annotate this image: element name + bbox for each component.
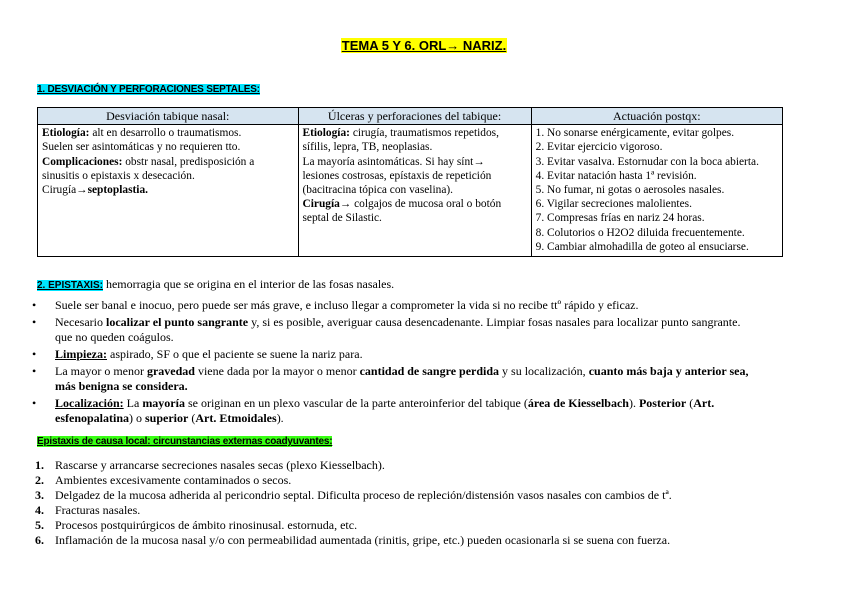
- bullet-text: (: [188, 411, 196, 425]
- bullet-icon: •: [32, 396, 37, 410]
- bullet-bold: cantidad de sangre perdida: [359, 364, 500, 378]
- list-number: 4.: [35, 503, 44, 517]
- bullet-bold: localizar el punto sangrante: [105, 315, 249, 329]
- list-item: [28, 518, 798, 533]
- list-text: Rascarse y arrancarse secreciones nasales secas (plexo Kiesselbach).: [55, 458, 385, 472]
- bullet-bold: superior: [145, 411, 189, 425]
- list-item: [28, 347, 798, 362]
- section-heading-septal: [37, 84, 260, 95]
- table-header-actuacion: Actuación postqx:: [531, 108, 782, 125]
- cirugia-label: Cirugía→: [42, 184, 88, 197]
- bullet-bold: esfenopalatina: [55, 411, 130, 425]
- list-item: [28, 488, 798, 503]
- ulceras-cell: [298, 125, 531, 257]
- bullet-text: (: [686, 396, 694, 410]
- limpieza-label: Limpieza:: [55, 347, 107, 361]
- list-item: [28, 503, 798, 518]
- ulceras-cirugia: [303, 197, 527, 211]
- bullet-text: La mayor o menor: [55, 364, 147, 378]
- desviacion-complicaciones: [42, 155, 294, 169]
- section-heading-epistaxis: 2. EPISTAXIS:: [37, 280, 103, 291]
- bullet-text: La: [123, 396, 143, 410]
- list-item: 5. No fumar, ni gotas o aerosoles nasales.: [535, 184, 725, 197]
- list-number: 3.: [35, 488, 44, 502]
- section-heading-local-text: Epistaxis de causa local: circunstancias externas coadyuvantes:: [37, 436, 333, 447]
- desviacion-cirugia: [42, 183, 294, 197]
- list-item: [28, 315, 798, 345]
- desviacion-etiologia: [42, 126, 294, 140]
- cirugia-label: Cirugía→: [302, 198, 352, 211]
- page-title: [0, 38, 848, 53]
- list-text: Fracturas nasales.: [55, 503, 141, 517]
- list-item: 1. No sonarse enérgicamente, evitar golpes.: [535, 127, 735, 140]
- list-item: [28, 458, 798, 473]
- bullet-text: viene dada por la mayor o menor: [194, 364, 360, 378]
- list-item: [28, 396, 798, 426]
- cirugia-text: colgajos de mucosa oral o botón: [351, 198, 502, 211]
- table-header-row: [38, 108, 783, 125]
- ulceras-line: La mayoría asintomáticas. Si hay sínt→: [302, 155, 485, 168]
- bullet-bold: Art. Etmoidales: [195, 411, 277, 425]
- ulceras-line: septal de Silastic.: [302, 212, 382, 225]
- list-item: [28, 298, 798, 313]
- table-header-ulceras: Úlceras y perforaciones del tabique:: [298, 108, 531, 125]
- ulceras-line: sífilis, lepra, TB, neoplasias.: [302, 141, 433, 154]
- bullet-text: ).: [276, 411, 284, 425]
- list-number: 5.: [35, 518, 44, 532]
- list-number: 2.: [35, 473, 44, 487]
- complicaciones-text: obstr nasal, predisposición a: [122, 155, 255, 168]
- cirugia-bold: septoplastia.: [87, 184, 149, 197]
- epistaxis-bullets: [28, 298, 798, 428]
- bullet-icon: •: [32, 315, 37, 329]
- local-causes-list: [28, 458, 798, 548]
- localizacion-label: Localización:: [55, 396, 124, 410]
- list-item: 6. Vigilar secreciones malolientes.: [535, 198, 692, 211]
- bullet-bold: cuanto más baja y anterior sea,: [588, 364, 749, 378]
- bullet-text: ).: [628, 396, 639, 410]
- page-title-text: TEMA 5 Y 6. ORL→ NARIZ.: [341, 38, 507, 53]
- epistaxis-intro: [37, 277, 394, 292]
- etiologia-text: alt en desarrollo o traumatismos.: [89, 127, 242, 140]
- bullet-text: y, si es posible, averiguar causa desencadenante. Limpiar fosas nasales para localizar punto sangrante.: [248, 315, 741, 329]
- list-item: 8. Colutorios o H2O2 diluida frecuentemente.: [535, 226, 745, 239]
- etiologia-text: cirugía, traumatismos repetidos,: [349, 127, 499, 140]
- list-item: [28, 364, 798, 394]
- bullet-text: y su localización,: [499, 364, 589, 378]
- section-heading-local: [37, 436, 332, 447]
- list-item: [28, 473, 798, 488]
- list-text: Delgadez de la mucosa adherida al pericondrio septal. Dificulta proceso de repleción/distensión vasos nasales con cambios de tª.: [55, 488, 672, 502]
- bullet-bold: área de Kiesselbach: [527, 396, 629, 410]
- list-item: 2. Evitar ejercicio vigoroso.: [535, 141, 663, 154]
- desviacion-line: sinusitis o epistaxis x desecación.: [42, 169, 195, 182]
- list-item: 9. Cambiar almohadilla de goteo al ensuciarse.: [535, 240, 749, 253]
- bullet-icon: •: [32, 364, 37, 378]
- list-text: Ambientes excesivamente contaminados o secos.: [55, 473, 292, 487]
- complicaciones-label: Complicaciones:: [42, 155, 123, 168]
- etiologia-label: Etiología:: [42, 127, 90, 140]
- ulceras-line: (bacitracina tópica con vaselina).: [302, 184, 454, 197]
- table-row: [38, 125, 783, 257]
- etiologia-label: Etiología:: [302, 127, 350, 140]
- list-item: 7. Compresas frías en nariz 24 horas.: [535, 212, 705, 225]
- bullet-text: que no queden coágulos.: [55, 330, 174, 344]
- bullet-bold: gravedad: [146, 364, 195, 378]
- bullet-text: se originan en un plexo vascular de la parte anteroinferior del tabique (: [184, 396, 528, 410]
- list-number: 1.: [35, 458, 44, 472]
- list-item: [28, 533, 798, 548]
- desviacion-line: Suelen ser asintomáticas y no requieren tto.: [42, 141, 241, 154]
- list-item: 3. Evitar vasalva. Estornudar con la boca abierta.: [535, 155, 759, 168]
- epistaxis-definition: hemorragia que se origina en el interior de las fosas nasales.: [102, 277, 395, 291]
- bullet-bold: mayoría: [142, 396, 185, 410]
- list-text: Procesos postquirúrgicos de ámbito rinosinusal. estornuda, etc.: [55, 518, 358, 532]
- bullet-icon: •: [32, 347, 37, 361]
- table-header-desviacion: Desviación tabique nasal:: [38, 108, 299, 125]
- section-heading-septal-text: 1. DESVIACIÓN Y PERFORACIONES SEPTALES:: [37, 84, 260, 95]
- bullet-bold: Art.: [693, 396, 715, 410]
- list-item: 4. Evitar natación hasta 1ª revisión.: [535, 169, 697, 182]
- ulceras-etiologia: [303, 126, 527, 140]
- bullet-icon: •: [32, 298, 37, 312]
- list-text: Inflamación de la mucosa nasal y/o con permeabilidad aumentada (rinitis, gripe, etc.) pueden ocasionarla si se suena con fuerza.: [55, 533, 671, 547]
- bullet-text: ) o: [129, 411, 146, 425]
- bullet-text: aspirado, SF o que el paciente se suene la nariz para.: [107, 347, 363, 361]
- bullet-bold: Posterior: [638, 396, 687, 410]
- bullet-text: Suele ser banal e inocuo, pero puede ser más grave, e incluso llegar a comprometer la vida si no recibe ttº rápido y eficaz.: [55, 298, 639, 312]
- ulceras-line: lesiones costrosas, epístaxis de repetición: [302, 169, 492, 182]
- septal-table: [37, 107, 783, 257]
- desviacion-cell: [38, 125, 299, 257]
- bullet-bold: más benigna se considera.: [55, 379, 188, 393]
- bullet-text: Necesario: [55, 315, 106, 329]
- list-number: 6.: [35, 533, 44, 547]
- actuacion-cell: [531, 125, 782, 257]
